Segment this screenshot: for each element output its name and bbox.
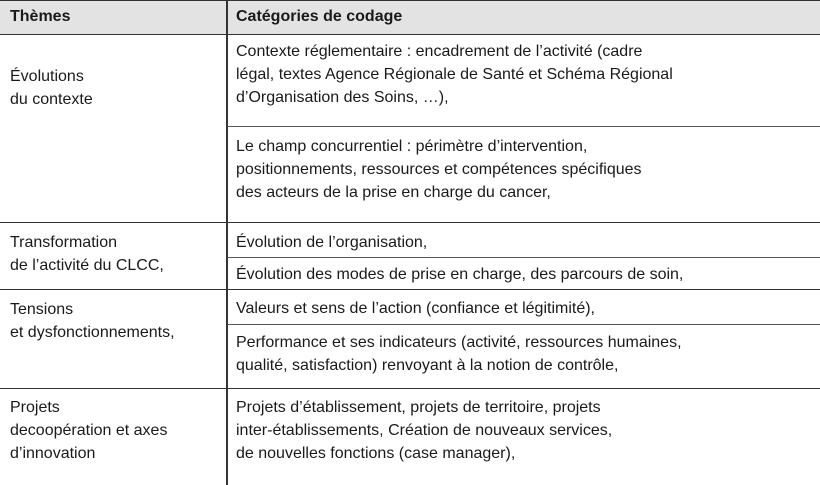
category-cell: Performance et ses indicateurs (activité, ressources humaines, qualité, satisfaction) renvoyant à la notion de contrôle, <box>236 334 682 374</box>
table-row-tensions <box>0 290 820 389</box>
table-row-projets <box>0 389 820 485</box>
theme-cell: Projets decoopération et axes d’innovation <box>10 399 168 462</box>
table-row-transformation <box>0 223 820 290</box>
category-cell: Le champ concurrentiel : périmètre d’intervention, positionnements, ressources et compétences spécifiques des acteurs de la prise en charge du cancer, <box>236 138 642 201</box>
category-cell: Projets d’établissement, projets de territoire, projets inter-établissements, Création de nouveaux services, de nouvelles fonctions (case manager), <box>236 399 613 462</box>
header-categories: Catégories de codage <box>236 8 403 25</box>
table-row-evolutions <box>0 35 820 223</box>
row-divider <box>227 257 820 258</box>
table-header <box>0 1 820 35</box>
theme-cell: Tensions et dysfonctionnements, <box>10 301 175 341</box>
row-divider <box>227 126 820 127</box>
category-cell: Valeurs et sens de l’action (confiance et légitimité), <box>236 300 595 317</box>
header-themes: Thèmes <box>10 8 71 25</box>
theme-cell: Évolutions du contexte <box>10 68 93 108</box>
category-cell: Contexte réglementaire : encadrement de l’activité (cadre légal, textes Agence Régionale de Santé et Schéma Régional d’Organisation des Soins, …), <box>236 43 673 106</box>
category-cell: Évolution des modes de prise en charge, des parcours de soin, <box>236 266 684 283</box>
row-divider <box>227 324 820 325</box>
theme-cell: Transformation de l’activité du CLCC, <box>10 234 164 274</box>
category-cell: Évolution de l’organisation, <box>236 234 428 251</box>
